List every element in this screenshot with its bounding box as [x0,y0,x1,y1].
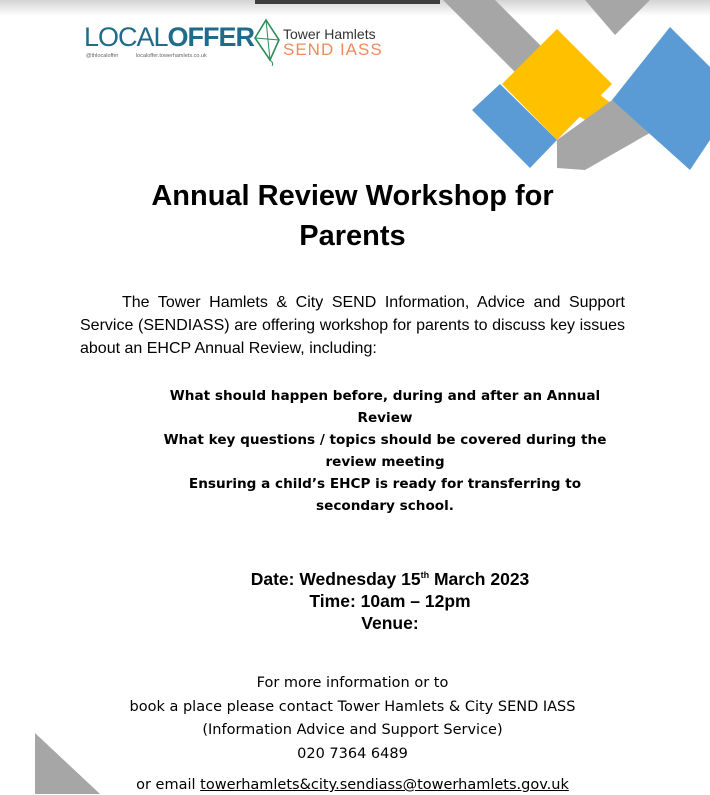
title-line-1: Annual Review Workshop for [151,180,554,212]
logo-web-handle: localoffer.towerhamlets.co.uk [135,53,207,59]
event-date-suffix: th [420,570,430,580]
logo-word-offer: OFFER [167,22,255,52]
contact-line-1: For more information or to [256,675,449,691]
email-link[interactable]: towerhamlets&city.sendiass@towerhamlets.gov.uk [200,777,569,793]
contact-line-3: (Information Advice and Support Service) [202,722,503,738]
email-prefix: or email [136,777,201,793]
logo-tower-hamlets-text: Tower Hamlets [283,26,376,42]
logo-word-local: LOCAL [84,22,168,52]
topic-item: What should happen before, during and after an Annual Review [169,388,601,426]
logo-twitter-handle: @thlocaloffer [86,53,119,59]
kite-icon [252,18,282,66]
tower-hamlets-send-iass-logo [252,18,412,66]
event-date-label: Date: Wednesday 15 [250,568,421,589]
event-date [200,564,580,590]
topic-list [150,385,620,517]
topic-item: What key questions / topics should be covered during the review meeting [163,432,607,470]
event-venue: Venue: [361,612,419,633]
contact-email-line [80,775,625,795]
blue-diamond-right [612,27,710,170]
title-line-2: Parents [299,220,406,252]
contact-block [80,672,625,766]
local-offer-logo [84,22,254,62]
intro-paragraph: The Tower Hamlets & City SEND Information, Advice and Support Service (SENDIASS) are offering workshop for parents to discuss key issues about an EHCP Annual Review, including: [80,294,625,357]
topic-item: Ensuring a child’s EHCP is ready for transferring to secondary school. [188,476,582,514]
event-time: Time: 10am – 12pm [309,590,471,611]
event-details [200,564,580,634]
contact-line-2: book a place please contact Tower Hamlets & City SEND IASS [129,698,576,715]
page-title [80,176,625,256]
contact-phone: 020 7364 6489 [297,745,408,762]
grey-triangle-top [585,0,650,35]
logo-send-iass-text: SEND IASS [283,40,383,59]
event-date-rest: March 2023 [429,568,530,589]
